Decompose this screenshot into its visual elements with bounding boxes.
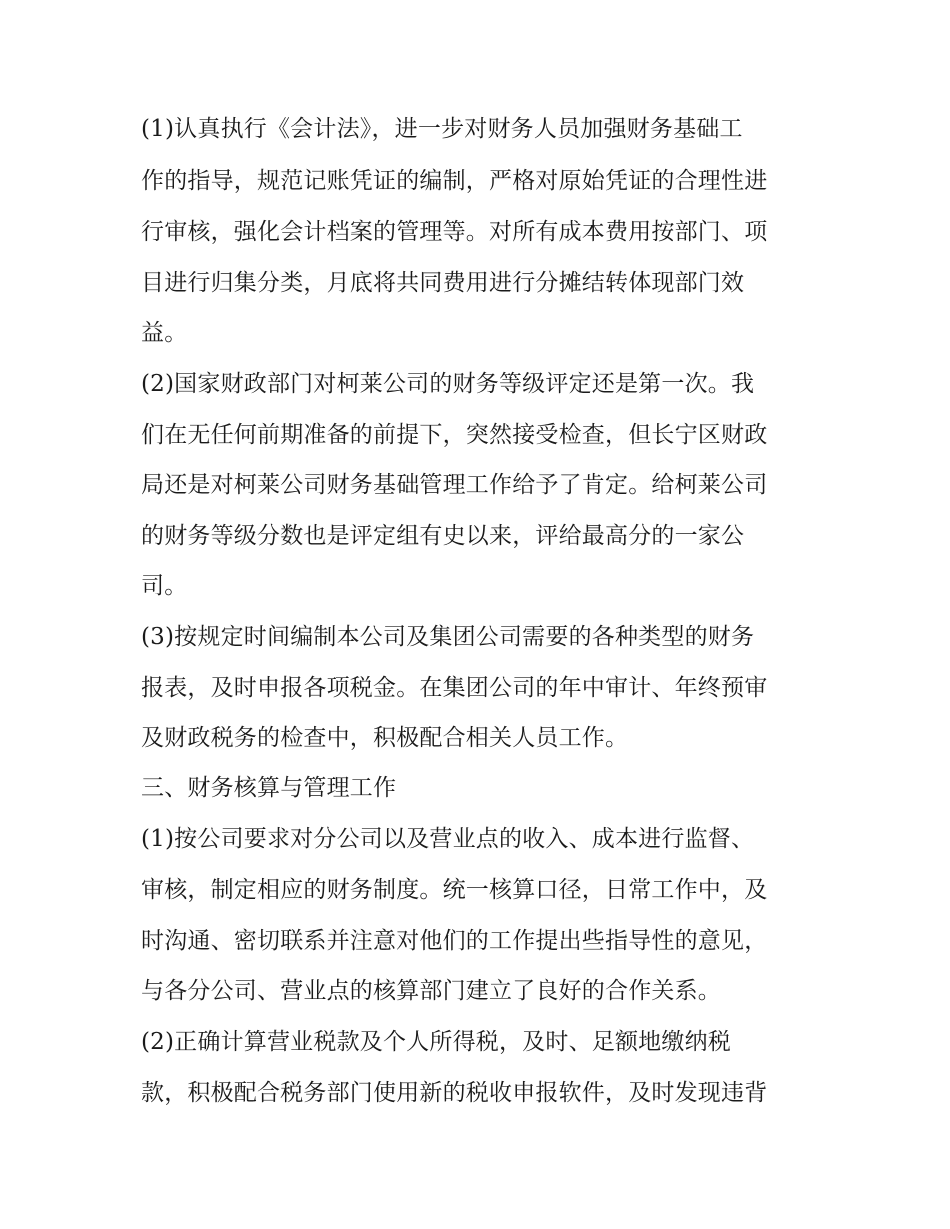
text-line: 司。 bbox=[141, 573, 188, 599]
text-line: (3)按规定时间编制本公司及集团公司需要的各种类型的财务 bbox=[141, 624, 755, 650]
text-line: 行审核，强化会计档案的管理等。对所有成本费用按部门、项 bbox=[141, 219, 768, 245]
text-line: (1)按公司要求对分公司以及营业点的收入、成本进行监督、 bbox=[141, 826, 755, 852]
text-line: 益。 bbox=[141, 320, 188, 346]
text-line: 作的指导，规范记账凭证的编制，严格对原始凭证的合理性进 bbox=[141, 168, 768, 194]
text-line: (2)国家财政部门对柯莱公司的财务等级评定还是第一次。我 bbox=[141, 371, 755, 397]
text-line: 报表，及时申报各项税金。在集团公司的年中审计、年终预审 bbox=[141, 675, 768, 701]
text-line: 时沟通、密切联系并注意对他们的工作提出些指导性的意见， bbox=[141, 928, 768, 954]
text-line: 款，积极配合税务部门使用新的税收申报软件，及时发现违背 bbox=[141, 1080, 768, 1106]
text-line: 局还是对柯莱公司财务基础管理工作给予了肯定。给柯莱公司 bbox=[141, 472, 768, 498]
text-line: 们在无任何前期准备的前提下，突然接受检查，但长宁区财政 bbox=[141, 422, 768, 448]
text-line: 的财务等级分数也是评定组有史以来，评给最高分的一家公 bbox=[141, 523, 745, 549]
text-line: 与各分公司、营业点的核算部门建立了良好的合作关系。 bbox=[141, 978, 721, 1004]
text-line: 审核，制定相应的财务制度。统一核算口径，日常工作中，及 bbox=[141, 877, 768, 903]
text-line: (1)认真执行《会计法》，进一步对财务人员加强财务基础工 bbox=[141, 116, 743, 142]
text-line: (2)正确计算营业税款及个人所得税，及时、足额地缴纳税 bbox=[141, 1029, 731, 1055]
section-heading: 三、财务核算与管理工作 bbox=[141, 775, 397, 801]
text-line: 及财政税务的检查中，积极配合相关人员工作。 bbox=[141, 725, 629, 751]
text-line: 目进行归集分类，月底将共同费用进行分摊结转体现部门效 bbox=[141, 270, 745, 296]
